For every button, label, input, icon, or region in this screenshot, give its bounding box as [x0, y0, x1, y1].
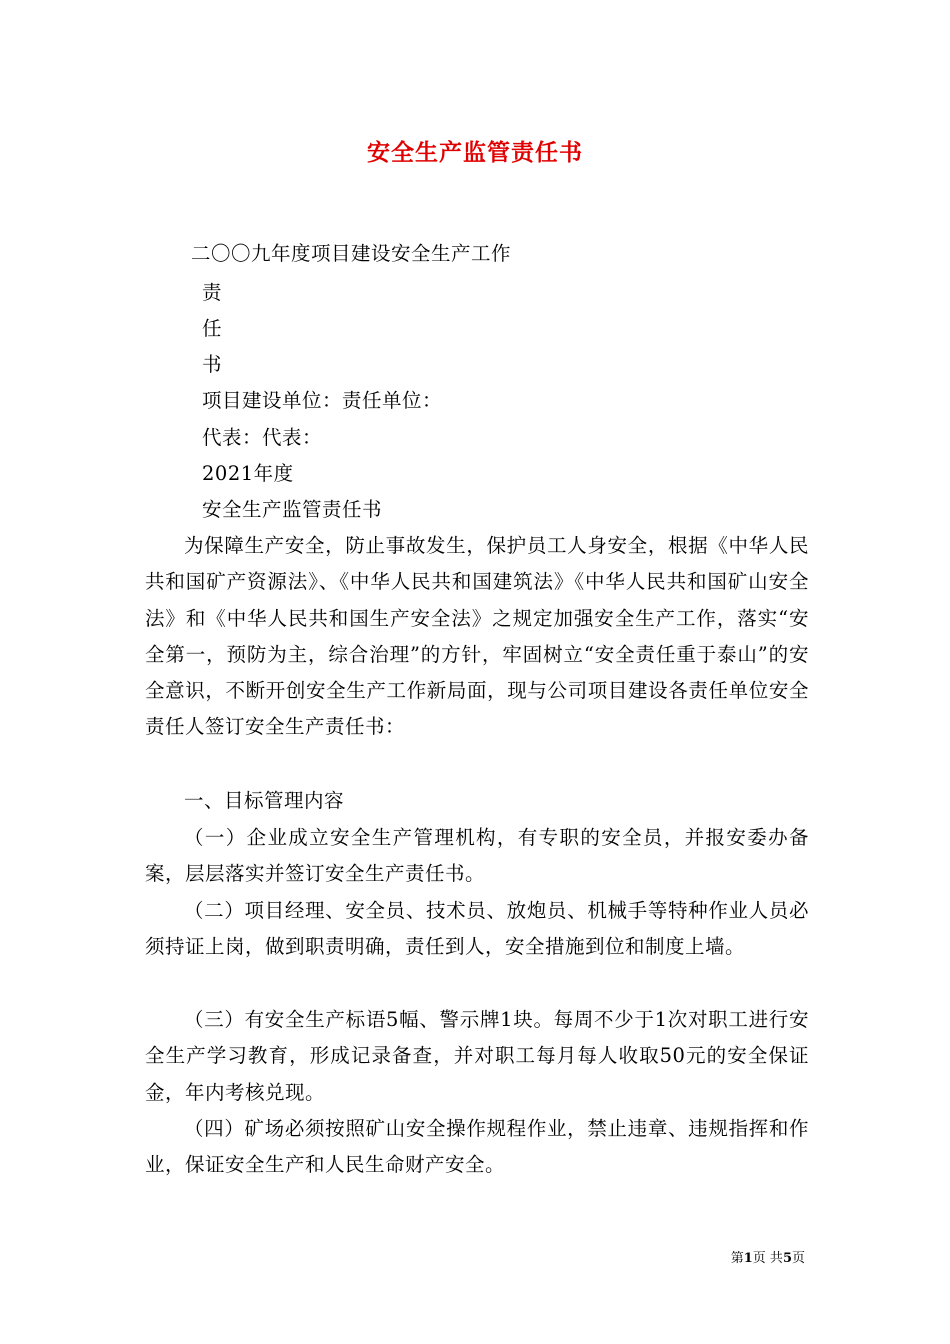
- section-heading: 一、目标管理内容: [184, 789, 345, 812]
- heading-line-date: 2021年度: [202, 462, 294, 485]
- heading-line-ze: 责: [202, 281, 223, 304]
- heading-line-ren: 任: [202, 317, 223, 340]
- document-title: 安全生产监管责任书: [367, 139, 583, 166]
- page-number-middle: 页 共: [752, 1251, 783, 1266]
- clause-3: （三）有安全生产标语5幅、警示牌1块。每周不少于1次对职工进行安全生产学习教育，形成记录备查，并对职工每月每人收取50元的安全保证金，年内考核兑现。: [145, 1008, 809, 1104]
- intro-paragraph: 为保障生产安全，防止事故发生，保护员工人身安全，根据《中华人民共和国矿产资源法》、《中华人民共和国建筑法》《中华人民共和国矿山安全法》和《中华人民共和国生产安全法》之规定加强安全生产工作，落实“安全第一，预防为主，综合治理”的方针，牢固树立“安全责任重于泰山”的安全意识，不断开创安全生产工作新局面，现与公司项目建设各责任单位安全责任人签订安全生产责任书：: [145, 534, 809, 739]
- page-number: [731, 1247, 805, 1266]
- page-number-suffix: 页: [791, 1251, 805, 1266]
- heading-line-year: 二〇〇九年度项目建设安全生产工作: [191, 242, 512, 265]
- clause-2: （二）项目经理、安全员、技术员、放炮员、机械手等特种作业人员必须持证上岗，做到职责明确，责任到人，安全措施到位和制度上墙。: [145, 899, 809, 959]
- clause-4: （四）矿场必须按照矿山安全操作规程作业，禁止违章、违规指挥和作业，保证安全生产和人民生命财产安全。: [145, 1117, 809, 1177]
- heading-line-shu: 书: [202, 353, 223, 376]
- current-page: 1: [743, 1251, 753, 1266]
- heading-line-units: 项目建设单位：责任单位：: [202, 389, 443, 412]
- clause-1: （一）企业成立安全生产管理机构，有专职的安全员，并报安委办备案，层层落实并签订安全生产责任书。: [145, 826, 809, 886]
- page-number-prefix: 第: [730, 1251, 744, 1266]
- heading-line-subtitle: 安全生产监管责任书: [202, 498, 383, 521]
- total-pages: 5: [782, 1251, 792, 1266]
- heading-line-representatives: 代表：代表：: [202, 426, 323, 449]
